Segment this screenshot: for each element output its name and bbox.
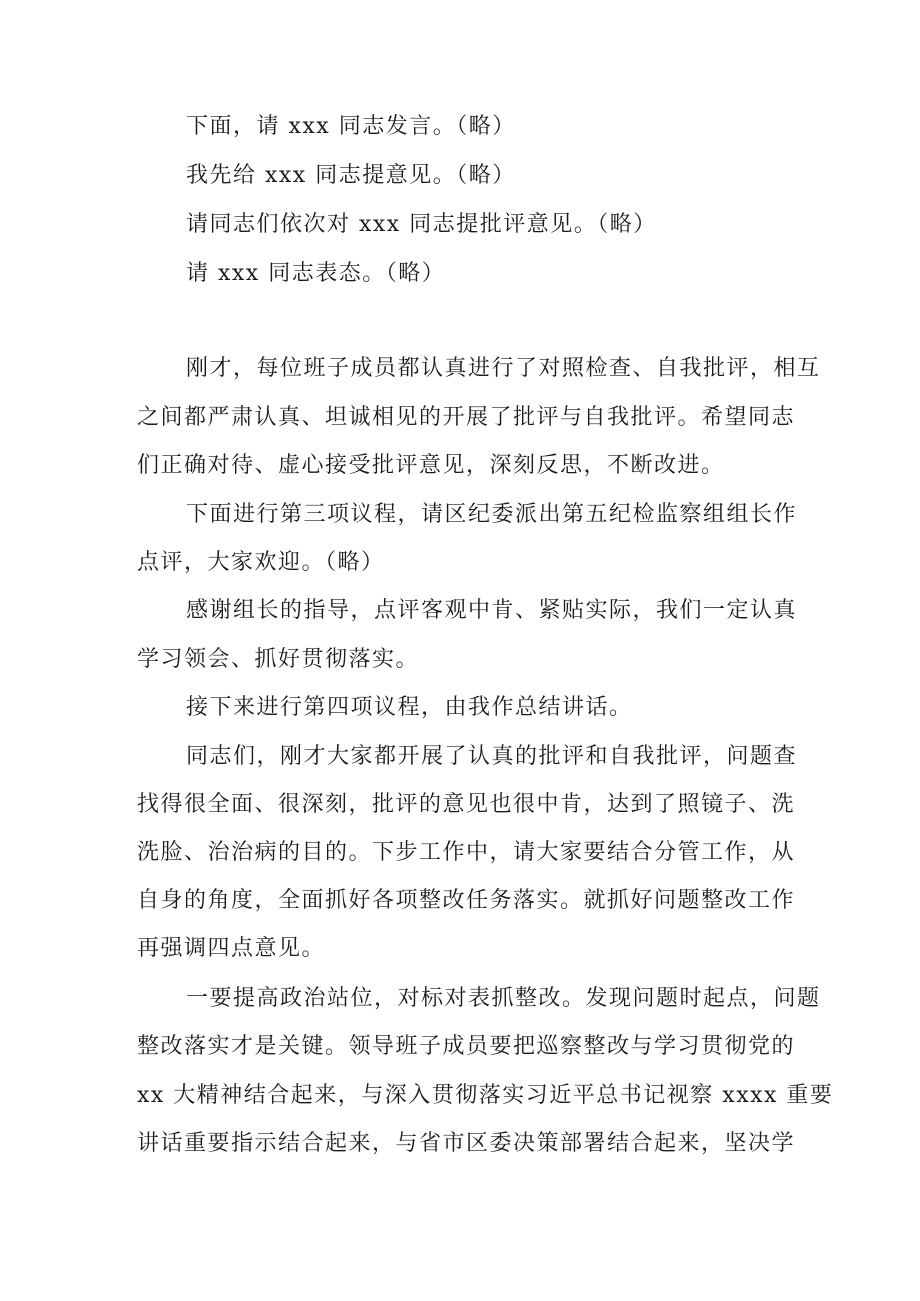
text-line: 们正确对待、虚心接受批评意见，深刻反思，不断改进。 xyxy=(137,453,725,478)
text-line: xx 大精神结合起来，与深入贯彻落实习近平总书记视察 xxxx 重要 xyxy=(137,1083,834,1108)
text-line: 我先给 xxx 同志提意见。（略） xyxy=(186,163,516,188)
text-line: 找得很全面、很深刻，批评的意见也很中肯，达到了照镜子、洗 xyxy=(137,792,796,817)
text-line: 请 xxx 同志表态。（略） xyxy=(186,261,446,286)
text-line: 下面，请 xxx 同志发言。（略） xyxy=(186,114,516,139)
text-line: 刚才，每位班子成员都认真进行了对照检查、自我批评，相互 xyxy=(186,356,821,381)
text-line: 学习领会、抓好贯彻落实。 xyxy=(137,647,420,672)
text-line: 之间都严肃认真、坦诚相见的开展了批评与自我批评。希望同志 xyxy=(137,405,796,430)
text-line: 下面进行第三项议程，请区纪委派出第五纪检监察组组长作 xyxy=(186,502,798,527)
text-line: 自身的角度，全面抓好各项整改任务落实。就抓好问题整改工作 xyxy=(137,888,796,913)
text-line: 一要提高政治站位，对标对表抓整改。发现问题时起点，问题 xyxy=(186,986,821,1011)
text-line: 整改落实才是关键。领导班子成员要把巡察整改与学习贯彻党的 xyxy=(137,1034,796,1059)
text-line: 讲话重要指示结合起来，与省市区委决策部署结合起来，坚决学 xyxy=(137,1131,796,1156)
text-line: 接下来进行第四项议程，由我作总结讲话。 xyxy=(186,695,633,720)
text-line: 同志们，刚才大家都开展了认真的批评和自我批评，问题查 xyxy=(186,744,798,769)
text-line: 点评，大家欢迎。（略） xyxy=(137,550,385,575)
text-line: 感谢组长的指导，点评客观中肯、紧贴实际，我们一定认真 xyxy=(186,598,798,623)
text-line: 洗脸、治治病的目的。下步工作中，请大家要结合分管工作，从 xyxy=(137,840,796,865)
text-line: 请同志们依次对 xxx 同志提批评意见。（略） xyxy=(186,212,657,237)
text-line: 再强调四点意见。 xyxy=(137,936,326,961)
